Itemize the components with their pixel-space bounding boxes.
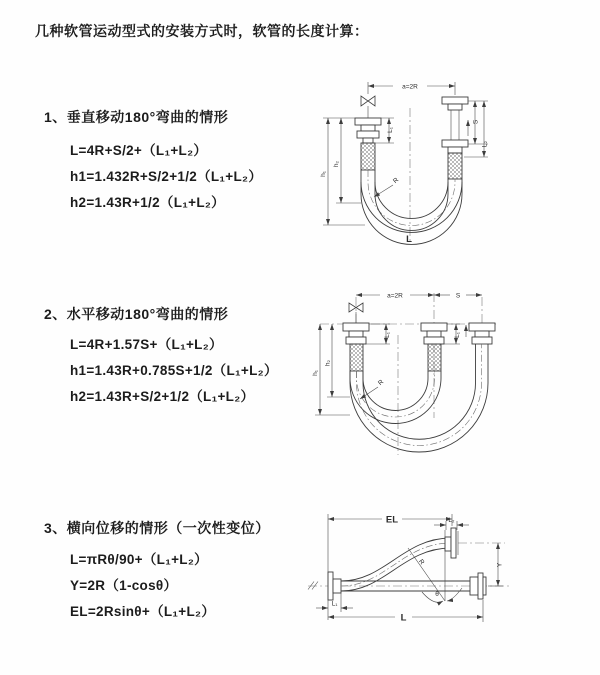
dim-label-l1: L₁ <box>387 127 394 133</box>
section-3-formulas <box>70 545 215 623</box>
hose-u-bend <box>350 344 488 452</box>
formula: L=πRθ/90+（L₁+L₂） <box>70 552 208 567</box>
dim-label-r: R <box>391 176 401 186</box>
dim-label-h2: h₂ <box>333 160 340 168</box>
dim-label-s: S <box>455 292 461 300</box>
center-lines <box>320 293 496 455</box>
formula: L=4R+S/2+（L₁+L₂） <box>70 143 208 158</box>
section-1-heading: 1、垂直移动180°弯曲的情形 <box>44 109 229 125</box>
left-pipe-fitting <box>355 118 381 170</box>
hose-displaced-position <box>341 528 458 591</box>
dim-label-l1: L₁ <box>331 600 338 608</box>
dim-el <box>328 514 452 620</box>
dim-label-l-total: L <box>400 612 407 624</box>
left-pipe-fitting <box>343 323 369 371</box>
pipe-break-mark <box>308 582 318 590</box>
dim-label-h2: h₂ <box>324 359 332 367</box>
formula: Y=2R（1-cosθ） <box>70 578 178 593</box>
left-flange <box>328 572 341 600</box>
dim-label-el: EL <box>385 514 399 526</box>
dim-y <box>488 543 504 586</box>
dim-l1 <box>316 593 353 612</box>
dim-label-l1: L₁ <box>384 332 391 338</box>
valve-icon <box>361 96 375 118</box>
diagram-horizontal-180-bend <box>298 283 594 475</box>
dim-label-a2r: a=2R <box>402 83 418 91</box>
section-1-formulas <box>70 136 262 214</box>
dim-a2r <box>368 82 455 95</box>
diagram-vertical-180-bend <box>303 72 595 260</box>
dim-r <box>374 176 400 197</box>
moved-pipe-fitting <box>466 323 495 344</box>
dim-label-l1-2: L₁ <box>454 332 461 338</box>
formula: h2=1.43R+S/2+1/2（L₁+L₂） <box>70 389 255 404</box>
dim-label-s: S <box>472 119 480 125</box>
formula: h1=1.43R+0.785S+1/2（L₁+L₂） <box>70 363 278 378</box>
dim-label-r: R <box>417 558 426 567</box>
formula: h2=1.43R+1/2（L₁+L₂） <box>70 195 225 210</box>
dim-label-l2: L₂ <box>481 140 489 148</box>
section-3-heading: 3、横向位移的情形（一次性变位） <box>44 520 270 536</box>
formula: L=4R+1.57S+（L₁+L₂） <box>70 337 223 352</box>
right-pipe-fitting <box>442 97 468 179</box>
dim-label-y: Y <box>496 562 504 568</box>
dim-label-l2: L₂ <box>448 517 455 524</box>
dim-r <box>360 378 385 399</box>
dim-l2 <box>464 101 489 157</box>
dim-s <box>468 101 488 144</box>
page-title: 几种软管运动型式的安装方式时，软管的长度计算： <box>35 23 369 39</box>
diagram-lateral-displacement <box>300 500 598 650</box>
section-2-formulas <box>70 330 278 408</box>
dim-label-theta: θ <box>435 591 439 598</box>
dim-label-a2r: a=2R <box>387 292 403 300</box>
dim-label-h1: h₁ <box>312 370 319 376</box>
formula: h1=1.432R+S/2+1/2（L₁+L₂） <box>70 169 263 184</box>
dim-l <box>328 600 483 624</box>
formula: EL=2Rsinθ+（L₁+L₂） <box>70 604 216 619</box>
dim-s <box>434 293 482 300</box>
dim-a2r <box>356 293 434 300</box>
dim-h2 <box>325 324 351 397</box>
middle-pipe-fitting <box>421 323 447 371</box>
dim-h1 <box>312 324 350 415</box>
dim-label-l-total: L <box>406 234 412 245</box>
dim-label-r: R <box>376 378 386 388</box>
dim-label-h1: h₁ <box>320 171 327 177</box>
section-2-heading: 2、水平移动180°弯曲的情形 <box>44 306 229 322</box>
